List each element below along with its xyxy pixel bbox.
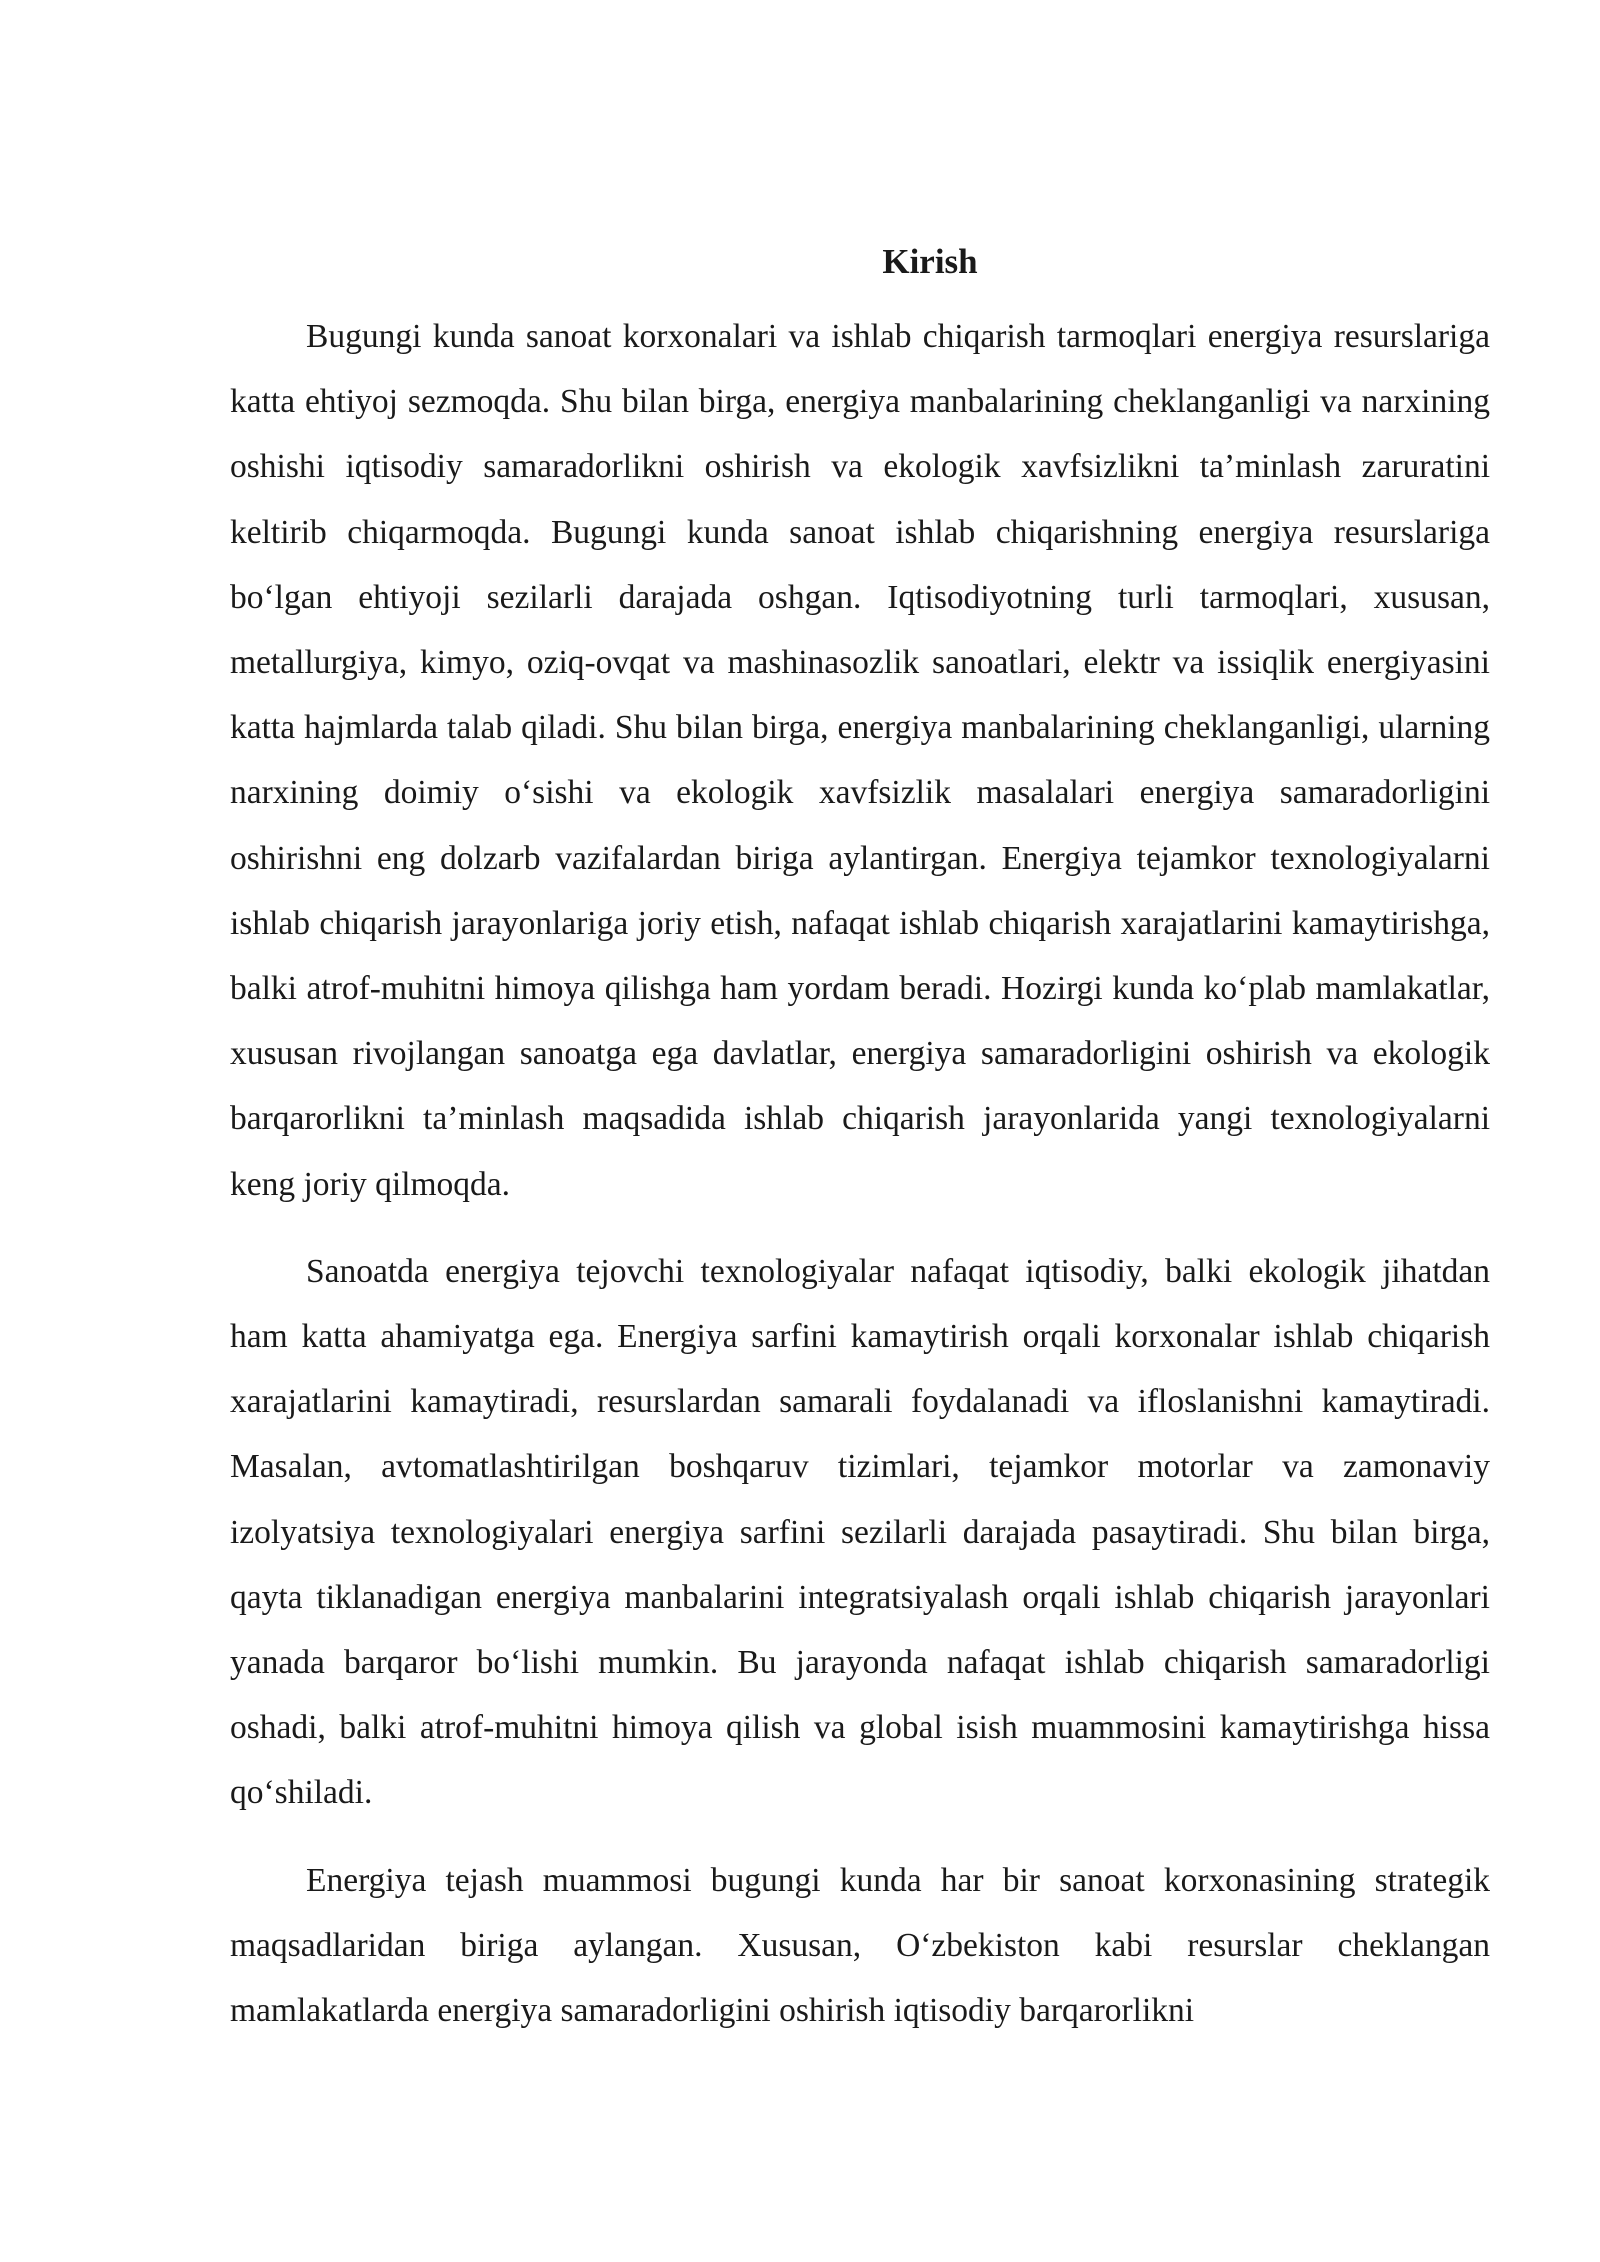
paragraph-2: Sanoatda energiya tejovchi texnologiyalar nafaqat iqtisodiy, balki ekologik jihatdan ham katta ahamiyatga ega. Energiya sarfini kamaytirish orqali korxonalar ishlab chiqarish xarajatlarini kamaytiradi, resurslardan samarali foydalanadi va ifloslanishni kamaytiradi. Masalan, avtomatlashtirilgan boshqaruv tizimlari, tejamkor motorlar va zamonaviy izolyatsiya texnologiyalari energiya sarfini sezilarli darajada pasaytiradi. Shu bilan birga, qayta tiklanadigan energiya manbalarini integratsiyalash orqali ishlab chiqarish jarayonlari yanada barqaror bo‘lishi mumkin. Bu jarayonda nafaqat ishlab chiqarish samaradorligi oshadi, balki atrof-muhitni himoya qilish va global isish muammosini kamaytirishga hissa qo‘shiladi.	[230, 1252, 1490, 1812]
paragraph-3: Energiya tejash muammosi bugungi kunda har bir sanoat korxonasining strategik maqsadlaridan biriga aylangan. Xususan, O‘zbekiston kabi resurslar cheklangan mamlakatlarda energiya samaradorligini oshirish iqtisodiy barqarorlikni	[230, 1861, 1490, 2030]
section-title: Kirish	[882, 242, 978, 281]
document-body	[230, 232, 1490, 2065]
paragraph-1: Bugungi kunda sanoat korxonalari va ishlab chiqarish tarmoqlari energiya resurslariga katta ehtiyoj sezmoqda. Shu bilan birga, energiya manbalarining cheklanganligi va narxining oshishi iqtisodiy samaradorlikni oshirish va ekologik xavfsizlikni ta’minlash zaruratini keltirib chiqarmoqda. Bugungi kunda sanoat ishlab chiqarishning energiya resurslariga bo‘lgan ehtiyoji sezilarli darajada oshgan. Iqtisodiyotning turli tarmoqlari, xususan, metallurgiya, kimyo, oziq-ovqat va mashinasozlik sanoatlari, elektr va issiqlik energiyasini katta hajmlarda talab qiladi. Shu bilan birga, energiya manbalarining cheklanganligi, ularning narxining doimiy o‘sishi va ekologik xavfsizlik masalalari energiya samaradorligini oshirishni eng dolzarb vazifalardan biriga aylantirgan. Energiya tejamkor texnologiyalarni ishlab chiqarish jarayonlariga joriy etish, nafaqat ishlab chiqarish xarajatlarini kamaytirishga, balki atrof-muhitni himoya qilishga ham yordam beradi. Hozirgi kunda ko‘plab mamlakatlar, xususan rivojlangan sanoatga ega davlatlar, energiya samaradorligini oshirish va ekologik barqarorlikni ta’minlash maqsadida ishlab chiqarish jarayonlarida yangi texnologiyalarni keng joriy qilmoqda.	[230, 318, 1490, 1203]
